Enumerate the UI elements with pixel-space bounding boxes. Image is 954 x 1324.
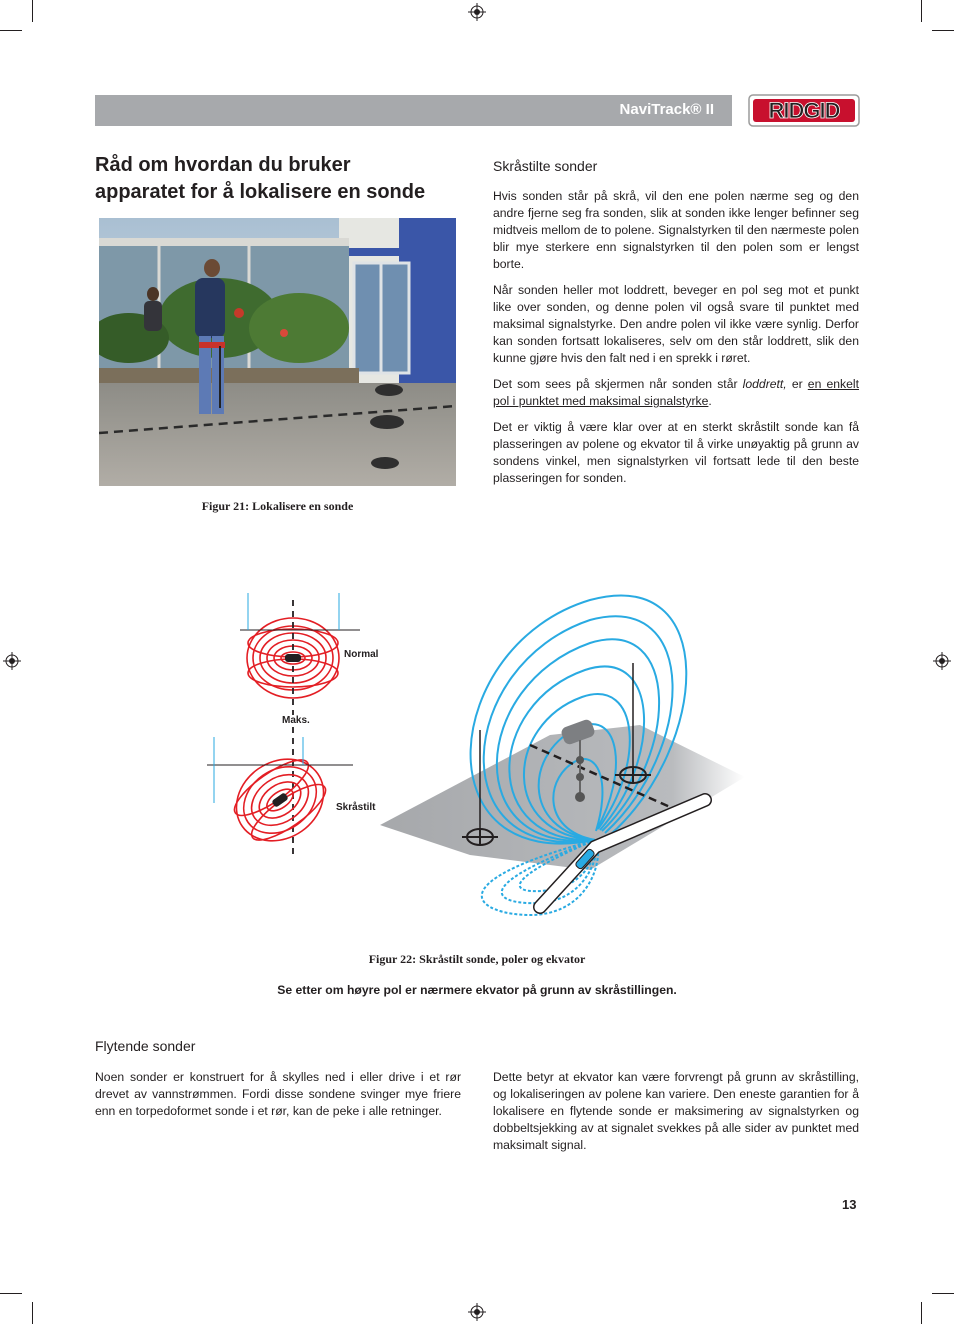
paragraph: Hvis sonden står på skrå, vil den ene polen nærme seg og den andre fjerne seg fra sonden, slik at sonden ikke lenger befinner seg midtveis mellom de to polene. Signalstyrken til den nærmeste polen blir mye sterkere enn signalstyrken til den polen som er lengst borte.: [493, 189, 859, 271]
main-title: [95, 152, 475, 206]
paragraph: Når sonden heller mot loddrett, beveger en pol seg mot et punkt like over sonden, og denne polen vil også svare til punktet med maksimal signalstyrke. Den andre polen vil ikke være synlig. Derfor kan sonden fortsatt lokaliseres, selv om den står loddrett, slik den kunne gjøre hvis den falt ned i en sprekk i røret.: [493, 283, 859, 365]
registration-mark-icon: [468, 3, 486, 21]
header-bar: [95, 95, 732, 126]
label-tilted: Skråstilt: [336, 802, 376, 813]
svg-text:RIDGID: RIDGID: [768, 98, 840, 123]
section-heading-floating: Flytende sonder: [95, 1038, 196, 1054]
page-number: 13: [842, 1197, 857, 1212]
underlined-text: en enkelt pol i punktet med maksimal signalstyrke: [493, 377, 860, 408]
label-maks: Maks.: [282, 715, 310, 726]
figure21-photo: [99, 218, 456, 486]
figure22-caption: Figur 22: Skråstilt sonde, poler og ekvator: [368, 952, 586, 966]
registration-mark-icon: [933, 652, 951, 670]
figure22-diagram: [200, 585, 760, 935]
crop-mark: [32, 0, 33, 22]
paragraph: Dette betyr at ekvator kan være forvrengt på grunn av skråstilling, og lokaliseringen av polene kan variere. Den eneste garantien for å lokalisere en flytende sonde er maksimering av signalstyrken og dobbeltsjekking av at signalet svekkes på alle sider av punktet med maksimalt signal.: [493, 1070, 859, 1152]
figure22-note: Se etter om høyre pol er nærmere ekvator på grunn av skråstillingen.: [277, 983, 677, 997]
section-heading-tilted: Skråstilte sonder: [493, 158, 598, 174]
text-run: er: [786, 377, 808, 391]
registration-mark-icon: [3, 652, 21, 670]
main-title-line1: Råd om hvordan du bruker: [95, 154, 351, 176]
crop-mark: [32, 1302, 33, 1324]
section-tilted-body: [493, 188, 859, 487]
product-title: NaviTrack® II: [619, 101, 714, 118]
paragraph: [493, 376, 859, 410]
crop-mark: [932, 1293, 954, 1294]
paragraph: Det er viktig å være klar over at en sterkt skråstilt sonde kan få plasseringen av polene og ekvator til å virke unøyaktig på grunn av sondens vinkel, men signalstyrken vil fortsatt lede til den beste plasseringen for sonden.: [493, 420, 859, 485]
italic-text: loddrett,: [742, 377, 787, 391]
paragraph: Noen sonder er konstruert for å skylles ned i eller drive i et rør drevet av vannstrømmen. Fordi disse sondene svinger mye friere enn en torpedoformet sonde i et rør, kan de peke i alle retninger.: [95, 1070, 461, 1118]
registration-mark-icon: [468, 1303, 486, 1321]
text-run: .: [708, 394, 712, 408]
label-normal: Normal: [344, 649, 379, 660]
figure21-caption: Figur 21: Lokalisere en sonde: [201, 499, 354, 513]
crop-mark: [932, 30, 954, 31]
crop-mark: [0, 1293, 22, 1294]
text-run: Det som sees på skjermen når sonden står: [493, 377, 743, 391]
ridgid-logo: [748, 93, 860, 128]
crop-mark: [921, 0, 922, 22]
crop-mark: [921, 1302, 922, 1324]
crop-mark: [0, 30, 22, 31]
main-title-line2: apparatet for å lokalisere en sonde: [95, 181, 426, 203]
